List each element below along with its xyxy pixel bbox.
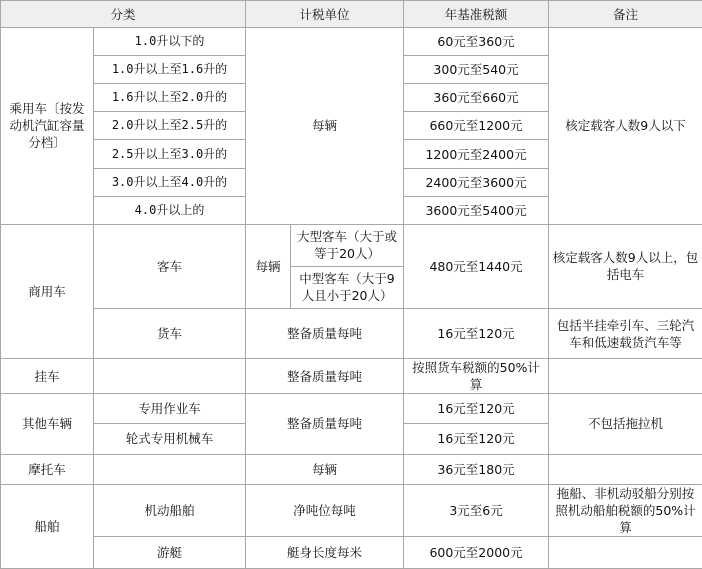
bus-label: 客车: [94, 224, 246, 308]
table-row: [1, 454, 702, 484]
displacement-range: 2.5升以上至3.0升的: [94, 140, 246, 168]
bus-note: 核定载客人数9人以上，包括电车: [549, 224, 702, 308]
displacement-range: 3.0升以上至4.0升的: [94, 168, 246, 196]
ship-category: 船舶: [1, 484, 94, 568]
header-amount: 年基准税额: [404, 1, 549, 28]
trailer-category: 挂车: [1, 359, 94, 394]
displacement-range: 1.0升以下的: [94, 28, 246, 56]
tax-amount: 3600元至5400元: [404, 196, 549, 224]
truck-unit: 整备质量每吨: [246, 309, 404, 359]
other-category: 其他车辆: [1, 394, 94, 454]
header-unit: 计税单位: [246, 1, 404, 28]
tax-amount: 360元至660元: [404, 84, 549, 112]
truck-label: 货车: [94, 309, 246, 359]
table-row: [1, 484, 702, 536]
displacement-range: 4.0升以上的: [94, 196, 246, 224]
ship-note: 拖船、非机动驳船分别按照机动船舶税额的50%计算: [549, 484, 702, 536]
motorcycle-category: 摩托车: [1, 454, 94, 484]
tax-amount: 2400元至3600元: [404, 168, 549, 196]
other-unit: 整备质量每吨: [246, 394, 404, 454]
ship-type: 游艇: [94, 536, 246, 568]
bus-unit: 每辆: [246, 224, 291, 308]
motorcycle-amount: 36元至180元: [404, 454, 549, 484]
tax-amount: 300元至540元: [404, 56, 549, 84]
trailer-amount: 按照货车税额的50%计算: [404, 359, 549, 394]
other-note: 不包括拖拉机: [549, 394, 702, 454]
medium-bus-label: 中型客车（大于9人且小于20人）: [291, 266, 404, 308]
displacement-range: 1.6升以上至2.0升的: [94, 84, 246, 112]
motorcycle-note: [549, 454, 702, 484]
displacement-range: 2.0升以上至2.5升的: [94, 112, 246, 140]
trailer-blank: [94, 359, 246, 394]
tax-amount: 16元至120元: [404, 424, 549, 454]
header-category: 分类: [1, 1, 246, 28]
tax-amount: 60元至360元: [404, 28, 549, 56]
displacement-range: 1.0升以上至1.6升的: [94, 56, 246, 84]
header-note: 备注: [549, 1, 702, 28]
motorcycle-blank: [94, 454, 246, 484]
table-row: [1, 28, 702, 56]
trailer-unit: 整备质量每吨: [246, 359, 404, 394]
truck-note: 包括半挂牵引车、三轮汽车和低速载货汽车等: [549, 309, 702, 359]
table-row: [1, 309, 702, 359]
ship-unit: 艇身长度每米: [246, 536, 404, 568]
passenger-note: 核定载客人数9人以下: [549, 28, 702, 225]
ship-amount: 3元至6元: [404, 484, 549, 536]
tax-amount: 16元至120元: [404, 394, 549, 424]
table-row: [1, 359, 702, 394]
tax-amount: 660元至1200元: [404, 112, 549, 140]
truck-amount: 16元至120元: [404, 309, 549, 359]
other-vehicle-name: 专用作业车: [94, 394, 246, 424]
large-bus-label: 大型客车（大于或等于20人）: [291, 224, 404, 266]
table-row: [1, 394, 702, 424]
commercial-category: 商用车: [1, 224, 94, 358]
header-row: [1, 1, 702, 28]
other-vehicle-name: 轮式专用机械车: [94, 424, 246, 454]
ship-amount: 600元至2000元: [404, 536, 549, 568]
table-row: [1, 536, 702, 568]
tax-amount: 1200元至2400元: [404, 140, 549, 168]
trailer-note: [549, 359, 702, 394]
ship-unit: 净吨位每吨: [246, 484, 404, 536]
passenger-category: 乘用车〔按发动机汽缸容量分档〕: [1, 28, 94, 225]
passenger-unit: 每辆: [246, 28, 404, 225]
motorcycle-unit: 每辆: [246, 454, 404, 484]
table-row: [1, 224, 702, 266]
bus-amount: 480元至1440元: [404, 224, 549, 308]
ship-type: 机动船舶: [94, 484, 246, 536]
yacht-note: [549, 536, 702, 568]
